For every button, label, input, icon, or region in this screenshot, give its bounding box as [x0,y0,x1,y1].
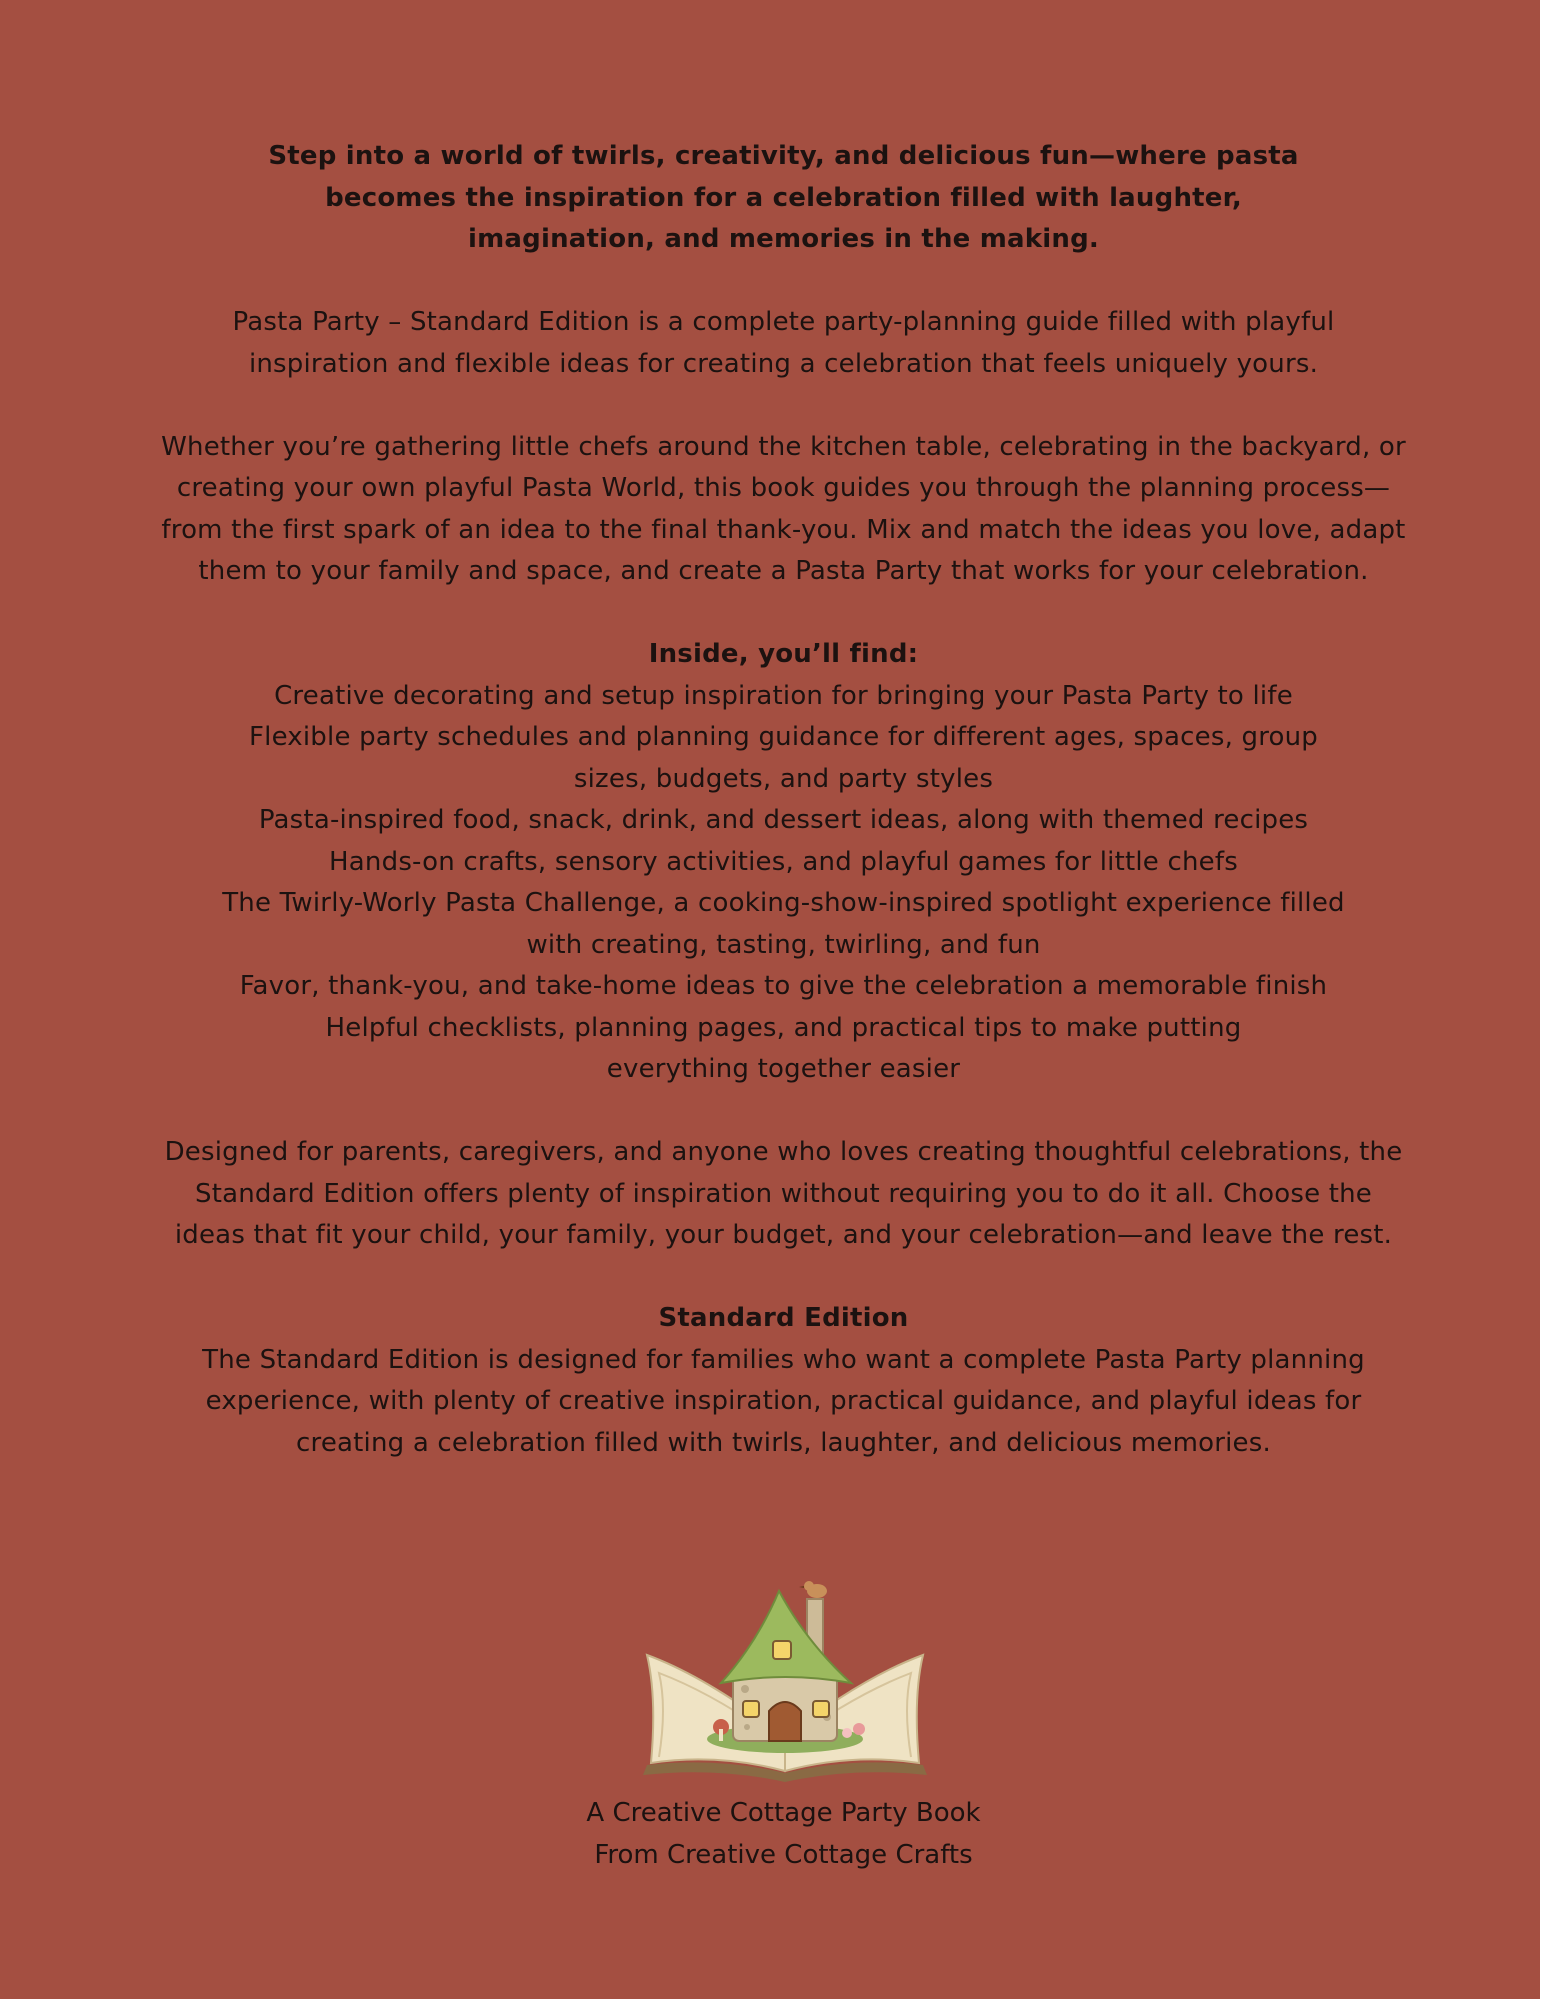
inside-list-item: The Twirly-Worly Pasta Challenge, a cooking-show-inspired spotlight experience filled with creating, tasting, twirling, and fun [222,888,1345,960]
inside-list-item: Pasta-inspired food, snack, drink, and dessert ideas, along with themed recipes [258,805,1309,835]
intro-tagline [160,136,1407,261]
intro-line: imagination, and memories in the making. [468,224,1099,254]
description-block [160,136,1407,1464]
inside-list-item: Flexible party schedules and planning guidance for different ages, spaces, group sizes, budgets, and party styles [248,722,1319,794]
inside-list-item: Hands-on crafts, sensory activities, and playful games for little chefs [329,846,1238,877]
edition-paragraph: The Standard Edition is designed for families who want a complete Pasta Party planning experience, with plenty of creative inspiration, practical guidance, and playful ideas for creating a celebration filled with twirls, laughter, and delicious memories. [202,1344,1365,1458]
inside-list-item: Creative decorating and setup inspiration for bringing your Pasta Party to life [274,680,1293,711]
summary-paragraph: Pasta Party – Standard Edition is a complete party-planning guide filled with playful inspiration and flexible ideas for creating a celebration that feels uniquely yours. [232,307,1335,379]
intro-line: Step into a world of twirls, creativity, and delicious fun—where pasta [268,141,1299,171]
cottage-on-open-book-icon [637,1577,933,1782]
page-edge [1540,0,1545,1999]
series-line: A Creative Cottage Party Book [586,1798,981,1828]
audience-paragraph: Designed for parents, caregivers, and anyone who loves creating thoughtful celebrations, the Standard Edition offers plenty of inspiration without requiring you to do it all. Choose the ideas that fit your child, your family, your budget, and your celebration—and leave the rest. [164,1137,1403,1250]
inside-heading: Inside, you’ll find: [648,639,919,669]
edition-heading: Standard Edition [658,1303,909,1333]
planning-paragraph: Whether you’re gathering little chefs around the kitchen table, celebrating in the backyard, or creating your own playful Pasta World, this book guides you through the planning process—from the first spark of an idea to the final thank-you. Mix and match the ideas you love, adapt them to your family and space, and create a Pasta Party that works for your celebration. [161,431,1406,586]
inside-list-item: Favor, thank-you, and take-home ideas to give the celebration a memorable finish [239,971,1328,1001]
publisher-footer [160,1793,1407,1876]
intro-line: becomes the inspiration for a celebration filled with laughter, [325,182,1242,213]
inside-list-item: Helpful checklists, planning pages, and practical tips to make putting everything together easier [325,1012,1242,1084]
publisher-line: From Creative Cottage Crafts [594,1839,973,1870]
